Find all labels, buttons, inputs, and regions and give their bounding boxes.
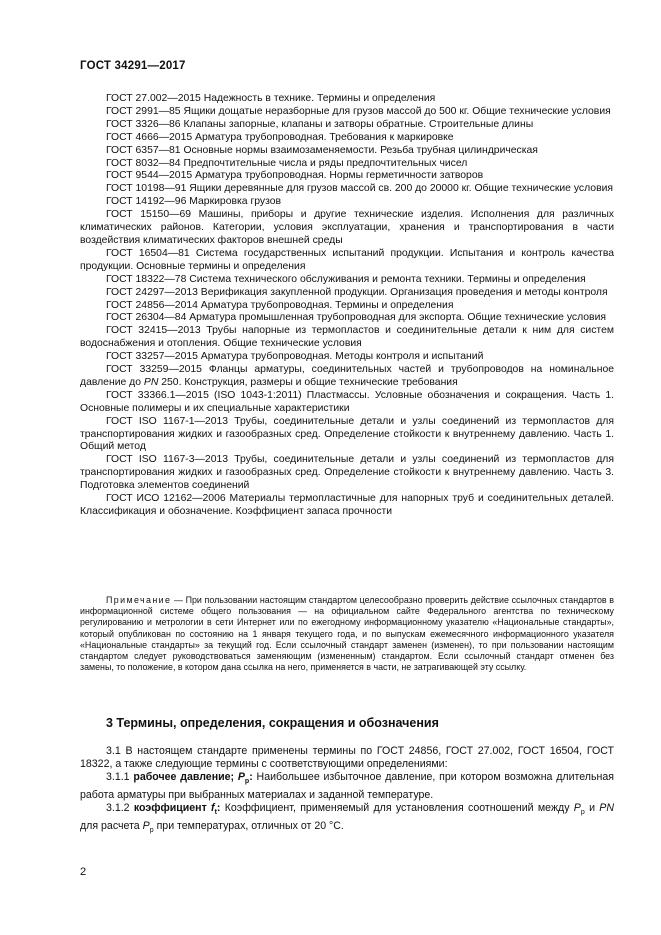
term-text: коэффициент: [133, 801, 212, 814]
term-symbol: f: [211, 801, 215, 814]
note-label: Примечание: [106, 595, 172, 605]
term-definition: для расчета: [80, 819, 143, 832]
symbol-pn: PN: [599, 801, 614, 814]
term-subscript: р: [244, 777, 250, 785]
term-definition: Наибольшее избыточное давление, при котором возможна длительная работа арматуры при выбранных материалах и заданной температуре.: [80, 770, 614, 801]
page-number: 2: [80, 866, 87, 878]
reference-item: ГОСТ 6357—81 Основные нормы взаимозаменяемости. Резьба трубная цилиндрическая: [106, 144, 538, 156]
reference-item: ГОСТ 9544—2015 Арматура трубопроводная. Нормы герметичности затворов: [106, 170, 484, 182]
section-body: [80, 745, 614, 838]
clause-3-1: 3.1 В настоящем стандарте применены термины по ГОСТ 24856, ГОСТ 27.002, ГОСТ 16504, ГОСТ 18322, а также следующие термины с соответствующими определениями:: [80, 745, 614, 770]
term-colon: :: [249, 770, 253, 783]
reference-item: [80, 364, 614, 390]
reference-item: ГОСТ ISO 1167-1—2013 Трубы, соединительные детали и узлы соединений из термопластов для транспортирования жидких и газообразных сред. Определение стойкости к внутреннему давлению. Часть 1. Общий метод: [80, 415, 614, 453]
document-header: ГОСТ 34291—2017: [80, 60, 186, 72]
reference-item: ГОСТ 24856—2014 Арматура трубопроводная. Термины и определения: [106, 299, 454, 311]
reference-text: 250. Конструкция, размеры и общие технические требования: [158, 376, 458, 388]
symbol-subscript: р: [149, 826, 154, 834]
reference-item: ГОСТ 18322—78 Система технического обслуживания и ремонта техники. Термины и определения: [106, 273, 586, 285]
clause-3-1-1: [80, 771, 614, 802]
reference-item: ГОСТ 33257—2015 Арматура трубопроводная. Методы контроля и испытаний: [106, 351, 484, 363]
section-title: 3 Термины, определения, сокращения и обозначения: [106, 716, 439, 730]
reference-item: ГОСТ 3326—86 Клапаны запорные, клапаны и затворы обратные. Строительные длины: [106, 118, 534, 130]
term-symbol: P: [237, 770, 245, 783]
reference-item: ГОСТ 2991—85 Ящики дощатые неразборные для грузов массой до 500 кг. Общие технические условия: [106, 105, 611, 117]
clause-number: 3.1.1: [106, 770, 134, 783]
term-name: [133, 771, 252, 783]
reference-item: ГОСТ 26304—84 Арматура промышленная трубопроводная для экспорта. Общие технические условия: [106, 312, 607, 324]
reference-item: ГОСТ 8032—84 Предпочтительные числа и ряды предпочтительных чисел: [106, 157, 468, 169]
reference-item: ГОСТ 27.002—2015 Надежность в технике. Термины и определения: [106, 93, 436, 104]
term-definition: Коэффициент, применяемый для установления соотношений между: [220, 801, 574, 814]
reference-item: ГОСТ ISO 1167-3—2013 Трубы, соединительные детали и узлы соединений из термопластов для транспортирования жидких и газообразных сред. Определение стойкости к внутреннему давлению. Часть 3. Подготовка элементов соединений: [80, 454, 614, 492]
symbol-subscript: р: [580, 808, 585, 816]
reference-item: ГОСТ 10198—91 Ящики деревянные для грузов массой св. 200 до 20000 кг. Общие технические условия: [106, 183, 614, 195]
term-colon: :: [216, 801, 221, 814]
clause-number: 3.1.2: [106, 801, 134, 814]
symbol-p: P: [142, 819, 150, 832]
reference-item: ГОСТ 32415—2013 Трубы напорные из термопластов и соединительные детали к ним для систем водоснабжения и отопления. Общие технические условия: [80, 325, 614, 350]
reference-item: ГОСТ 33366.1—2015 (ISO 1043-1:2011) Пластмассы. Условные обозначения и сокращения. Часть 1. Основные полимеры и их специальные характеристики: [80, 389, 614, 414]
reference-item: ГОСТ ИСО 12162—2006 Материалы термопластичные для напорных труб и соединительных деталей. Классификация и обозначение. Коэффициент запаса прочности: [80, 493, 614, 517]
reference-text: ГОСТ 33259—2015 Фланцы арматуры, соединительных частей и трубопроводов на номинальное давление до: [80, 364, 614, 388]
reference-item: ГОСТ 4666—2015 Арматура трубопроводная. Требования к маркировке: [106, 131, 454, 143]
term-text: рабочее давление;: [133, 770, 238, 783]
clause-3-1-2: [80, 802, 614, 838]
reference-item: ГОСТ 24297—2013 Верификация закупленной продукции. Организация проведения и методы контроля: [106, 286, 608, 298]
symbol-p: P: [573, 801, 581, 814]
reference-item: ГОСТ 16504—81 Система государственных испытаний продукции. Испытания и контроль качества продукции. Основные термины и определения: [80, 247, 614, 272]
normative-references-list: [80, 93, 614, 519]
term-name: [134, 802, 221, 814]
reference-item: ГОСТ 14192—96 Маркировка грузов: [106, 196, 282, 208]
reference-item: ГОСТ 15150—69 Машины, приборы и другие технические изделия. Исполнения для различных климатических районов. Категории, условия эксплуатации, хранения и транспортирования в части воздействия климатических факторов внешней среды: [80, 209, 614, 246]
pn-symbol: PN: [143, 376, 159, 388]
note-paragraph: [80, 595, 614, 673]
term-definition: при температурах, отличных от 20 °С.: [153, 819, 344, 832]
term-definition: и: [584, 801, 600, 814]
note-text: — При пользовании настоящим стандартом целесообразно проверить действие ссылочных стандартов в информационной системе общего пользования — на официальном сайте Федерального агентства по техническому регулированию и метрологии в сети Интернет или по ежегодному информационному указателю «Национальные стандарты», который опубликован по состоянию на 1 января текущего года, и по выпускам ежемесячного информационного указателя «Национальные стандарты» за текущий год. Если ссылочный стандарт заменен (изменен), то при пользовании настоящим стандартом следует руководствоваться заменяющим (измененным) стандартом. Если ссылочный стандарт отменен без замены, то положение, в котором дана ссылка на него, применяется в части, не затрагивающей эту ссылку.: [80, 595, 614, 673]
term-subscript: t: [214, 808, 217, 816]
